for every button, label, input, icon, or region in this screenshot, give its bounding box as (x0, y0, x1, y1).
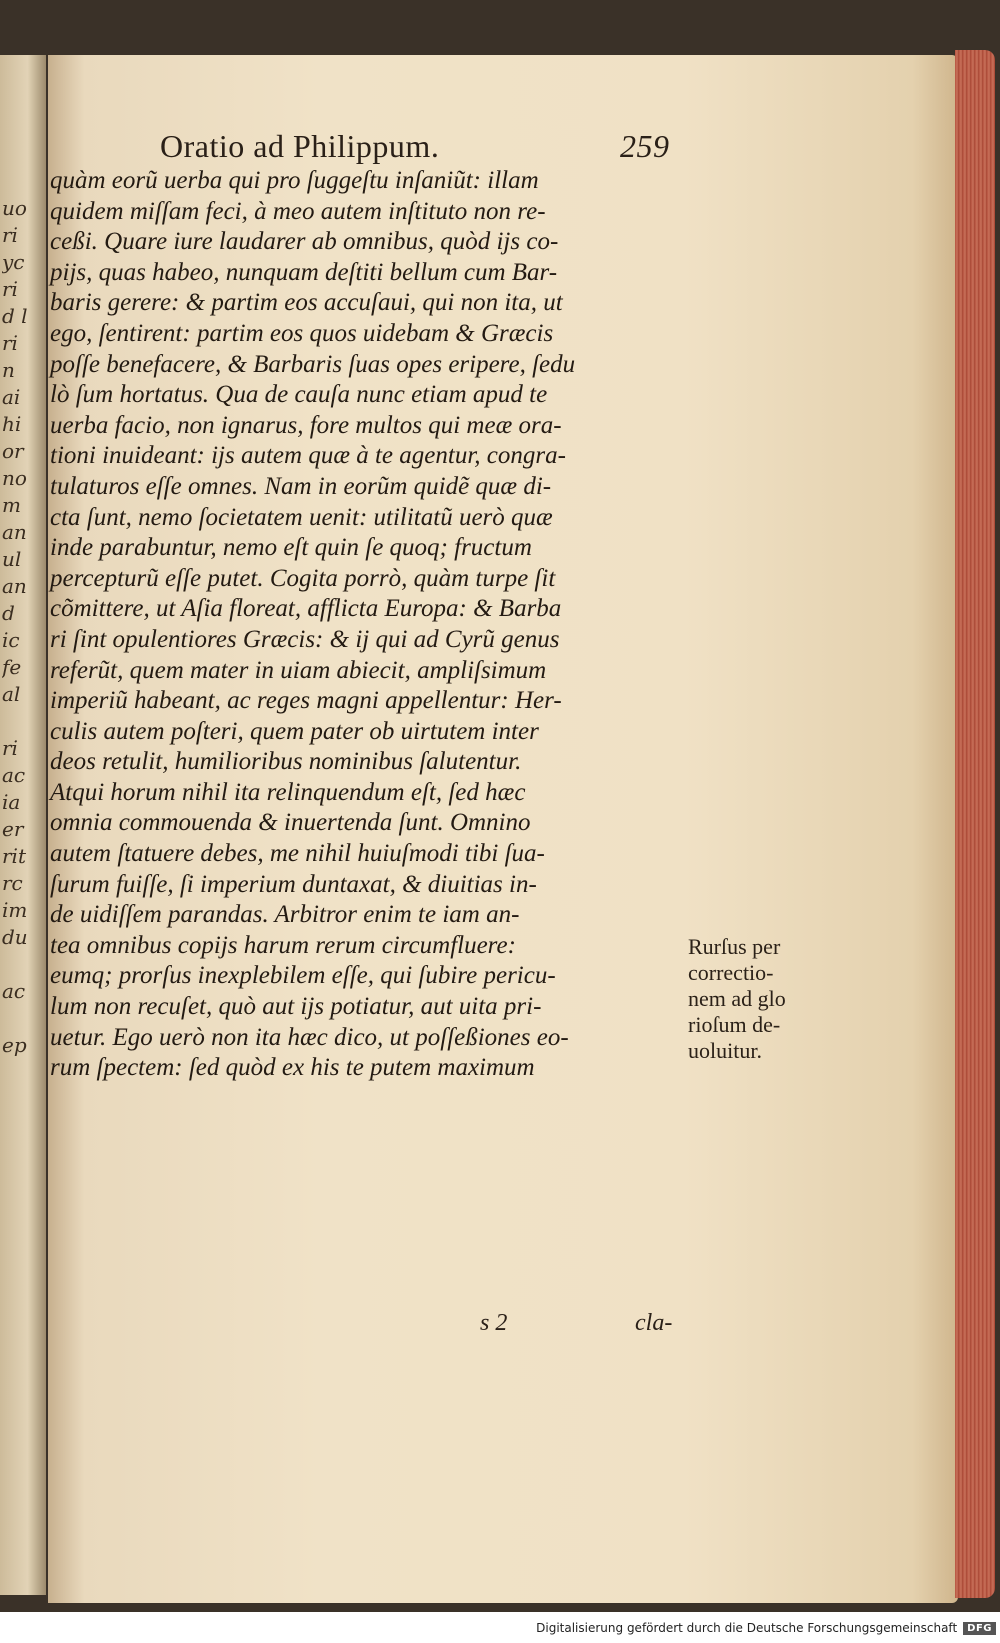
page-edges-red (955, 50, 995, 1598)
marginal-note-line: uoluitur. (688, 1038, 762, 1063)
text-line: eumq; prorſus inexplebilem eſſe, qui ſubire pericu- (50, 962, 556, 990)
text-line: imperiũ habeant, ac reges magni appellentur: Her- (50, 687, 562, 715)
text-line: uerba facio, non ignarus, fore multos qui meæ ora- (50, 411, 562, 439)
text-line: quàm eorũ uerba qui pro ſuggeſtu inſaniũt: illam (50, 167, 539, 194)
text-line: lò ſum hortatus. Qua de cauſa nunc etiam apud te (50, 381, 548, 409)
left-page-edge (0, 55, 46, 1595)
text-line: baris gerere: & partim eos accuſaui, qui non ita, ut (50, 289, 563, 317)
signature-mark: s 2 (480, 1310, 508, 1336)
text-line: ſurum fuiſſe, ſi imperium duntaxat, & diuitias in- (50, 870, 537, 898)
marginal-note-line: rioſum de- (688, 1012, 781, 1037)
text-line: ri ſint opulentiores Græcis: & ij qui ad Cyrũ genus (50, 625, 560, 653)
text-line: cta ſunt, nemo ſocietatem uenit: utilitatũ uerò quæ (50, 503, 553, 531)
marginal-note-line: Rurſus per (688, 934, 781, 959)
text-line: referũt, quem mater in uiam abiecit, ampliſsimum (50, 656, 547, 684)
running-title: Oratio ad Philippum. (160, 128, 440, 164)
text-line: tulaturos eſſe omnes. Nam in eorũm quidẽ quæ di- (50, 472, 552, 500)
left-page-text-fragment: uo ri yc ri d l ri n ai hi or no m an ul an d ic fe al ri ac ia er rit rc im du ac ep (2, 196, 28, 1057)
text-line: inde parabuntur, nemo eſt quin ſe quoq; fructum (50, 534, 532, 562)
text-line: cõmittere, ut Aſia floreat, afflicta Europa: & Barba (50, 595, 562, 623)
text-line: lum non recuſet, quò aut ijs potiatur, aut uita pri- (50, 993, 542, 1021)
text-line: ego, ſentirent: partim eos quos uidebam & Græcis (50, 319, 554, 347)
text-line: quidem miſſam feci, à meo autem inſtituto non re- (50, 197, 546, 225)
text-line: tea omnibus copijs harum rerum circumfluere: (50, 931, 516, 959)
text-line: Atqui horum nihil ita relinquendum eſt, ſed hæc (50, 778, 526, 806)
body-text-block (50, 166, 690, 1084)
catchword: cla- (635, 1310, 673, 1336)
marginal-note-line: correctio- (688, 960, 774, 985)
text-line: autem ſtatuere debes, me nihil huiuſmodi tibi ſua- (50, 840, 545, 868)
text-line: percepturũ eſſe putet. Cogita porrò, quàm turpe ſit (50, 564, 556, 592)
text-line: culis autem poſteri, quem pater ob uirtutem inter (50, 717, 539, 745)
page-number: 259 (620, 128, 670, 164)
funding-credit-text: Digitalisierung gefördert durch die Deutsche Forschungsgemeinschaft (536, 1621, 958, 1635)
text-line: uetur. Ego uerò non ita hæc dico, ut poſſeßiones eo- (50, 1023, 569, 1051)
text-line: de uidiſſem parandas. Arbitror enim te iam an- (50, 901, 520, 929)
text-line: ceßi. Quare iure laudarer ab omnibus, quòd ijs co- (50, 228, 559, 256)
text-line: deos retulit, humilioribus nominibus ſalutentur. (50, 748, 522, 776)
text-line: rum ſpectem: ſed quòd ex his te putem maximum (50, 1054, 535, 1082)
text-line: poſſe benefacere, & Barbaris ſuas opes eripere, ſedu (50, 350, 576, 378)
text-line: omnia commouenda & inuertenda ſunt. Omnino (50, 809, 531, 837)
marginal-note-line: nem ad glo (688, 986, 786, 1011)
text-line: tioni inuideant: ijs autem quæ à te agentur, congra- (50, 442, 566, 470)
marginal-note (688, 934, 808, 1064)
dfg-logo: DFG (963, 1622, 996, 1635)
text-line: pijs, quas habeo, nunquam deſtiti bellum cum Bar- (50, 258, 558, 286)
footer-credit (536, 1618, 996, 1638)
